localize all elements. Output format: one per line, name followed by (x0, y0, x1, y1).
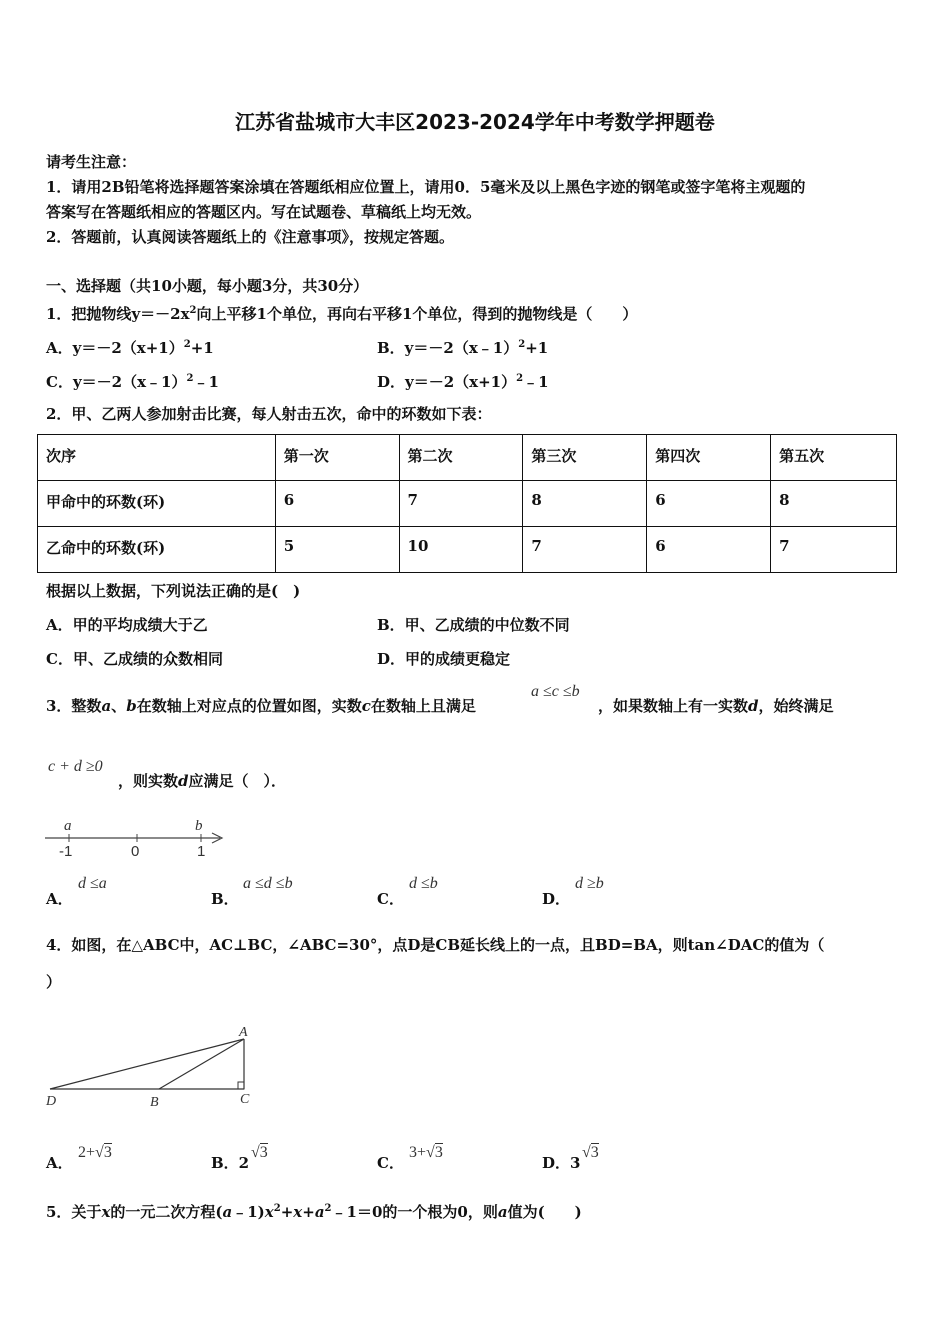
q4-option-a-math[interactable]: 2+√3 (78, 1144, 112, 1161)
sqrt-sign: √ (251, 1144, 260, 1161)
q2-option-a[interactable]: A．甲的平均成绩大于乙 (46, 616, 208, 634)
notice-heading: 请考生注意： (46, 153, 137, 171)
q2-stem: 2．甲、乙两人参加射击比赛，每人射击五次，命中的环数如下表： (46, 405, 492, 423)
right-angle-mark (238, 1082, 244, 1089)
q1-option-b[interactable]: B．y＝－2（x﹣1）$^2$+1 (377, 339, 549, 357)
vertex-d-label: D (46, 1094, 57, 1109)
q4-option-d-label[interactable]: D．3 (542, 1154, 581, 1172)
tick-label-minus-one: -1 (59, 843, 73, 860)
section-heading: 一、选择题（共10小题，每小题3分，共30分） (46, 277, 369, 295)
table-cell: 6 (647, 527, 771, 573)
q4-option-b-math[interactable]: √3 (251, 1144, 268, 1161)
tick-label-zero: 0 (131, 843, 140, 860)
segment-ba (159, 1039, 244, 1089)
tick-label-one: 1 (197, 843, 206, 860)
point-b-label: b (195, 818, 203, 834)
vertex-c-label: C (240, 1092, 250, 1107)
table-cell: 7 (399, 481, 523, 527)
segment-da (50, 1039, 244, 1089)
q3-condition-2: c + d ≥0 (48, 758, 103, 775)
q3-option-b-math[interactable]: a ≤d ≤b (243, 875, 293, 892)
table-header-cell: 第五次 (771, 435, 897, 481)
q2-question: 根据以上数据，下列说法正确的是( ) (46, 582, 301, 600)
sqrt-sign: √ (426, 1144, 435, 1161)
q3-option-b-label[interactable]: B． (211, 890, 239, 908)
q4-option-b-label[interactable]: B．2 (211, 1154, 250, 1172)
table-row (38, 481, 897, 527)
number-line-figure (40, 812, 230, 862)
table-header-cell: 次序 (38, 435, 276, 481)
q3-option-c-math[interactable]: d ≤b (409, 875, 438, 892)
q3-stem-end: ，则实数d应满足（ ）． (118, 772, 287, 790)
page-title: 江苏省盐城市大丰区2023-2024学年中考数学押题卷 (235, 110, 715, 134)
vertex-a-label: A (239, 1025, 248, 1040)
table-cell: 8 (771, 481, 897, 527)
sqrt-sign: √ (582, 1144, 591, 1161)
q1-option-d[interactable]: D．$y=-2(x+1)^2﹣1$ (377, 373, 549, 391)
q1-stem: 1．把抛物线$y=-2x^2$向上平移1个单位，再向右平移1个单位，得到的抛物线是（ ） (46, 305, 638, 323)
table-row (38, 527, 897, 573)
vertex-b-label: B (150, 1095, 159, 1110)
triangle-figure (40, 1018, 270, 1118)
q3-option-d-math[interactable]: d ≥b (575, 875, 604, 892)
q2-option-c[interactable]: C．甲、乙成绩的众数相同 (46, 650, 223, 668)
q4-stem-end: ） (46, 973, 62, 991)
q3-stem-cont: ，如果数轴上有一实数d，始终满足 (598, 697, 834, 715)
point-a-label: a (64, 818, 72, 834)
q2-option-b[interactable]: B．甲、乙成绩的中位数不同 (377, 616, 570, 634)
table-cell: 10 (399, 527, 523, 573)
notice-line-1: 1．请用2B铅笔将选择题答案涂填在答题纸相应位置上，请用0．5毫米及以上黑色字迹的钢笔或签字笔将主观题的 (46, 178, 806, 196)
q1-option-a[interactable]: A．$y=-2(x+1)^2+1$ (46, 339, 214, 357)
q4-stem: 4．如图，在△ABC中，AC⊥BC，∠ABC=30°，点D是CB延长线上的一点，且BD=BA，则tan∠DAC的值为（ (46, 936, 825, 954)
q3-option-d-label[interactable]: D． (542, 890, 571, 908)
table-cell: 7 (523, 527, 647, 573)
q4-option-d-math[interactable]: √3 (582, 1144, 599, 1161)
notice-line-1b: 答案写在答题纸相应的答题区内。写在试题卷、草稿纸上均无效。 (46, 203, 482, 221)
table-cell: 5 (275, 527, 399, 573)
table-cell: 6 (647, 481, 771, 527)
q3-option-a-label[interactable]: A． (46, 890, 73, 908)
table-cell: 6 (275, 481, 399, 527)
q3-option-a-math[interactable]: d ≤a (78, 875, 107, 892)
sqrt-sign: √ (95, 1144, 104, 1161)
q4-option-c-label[interactable]: C． (377, 1154, 404, 1172)
table-cell: 8 (523, 481, 647, 527)
q4-option-a-label[interactable]: A． (46, 1154, 73, 1172)
q2-option-d[interactable]: D．甲的成绩更稳定 (377, 650, 511, 668)
q4-option-c-math[interactable]: 3+√3 (409, 1144, 443, 1161)
table-cell: 乙命中的环数(环) (38, 527, 276, 573)
score-table (37, 434, 897, 573)
q3-option-c-label[interactable]: C． (377, 890, 404, 908)
table-header-cell: 第二次 (399, 435, 523, 481)
q1-option-c[interactable]: C．y＝－2（x﹣1）$^2$﹣1 (46, 373, 219, 391)
table-header-cell: 第四次 (647, 435, 771, 481)
table-header-cell: 第一次 (275, 435, 399, 481)
notice-line-2: 2．答题前，认真阅读答题纸上的《注意事项》，按规定答题。 (46, 228, 454, 246)
table-header-cell: 第三次 (523, 435, 647, 481)
q3-condition-1: a ≤c ≤b (531, 683, 580, 700)
q5-stem: 5．关于x的一元二次方程$(a﹣1)x^2+x+a^2﹣1=0$的一个根为0，则a值为( ) (46, 1203, 582, 1221)
table-cell: 甲命中的环数(环) (38, 481, 276, 527)
table-cell: 7 (771, 527, 897, 573)
q3-stem: 3．整数a、b在数轴上对应点的位置如图，实数c在数轴上且满足 (46, 697, 476, 715)
table-header-row (38, 435, 897, 481)
